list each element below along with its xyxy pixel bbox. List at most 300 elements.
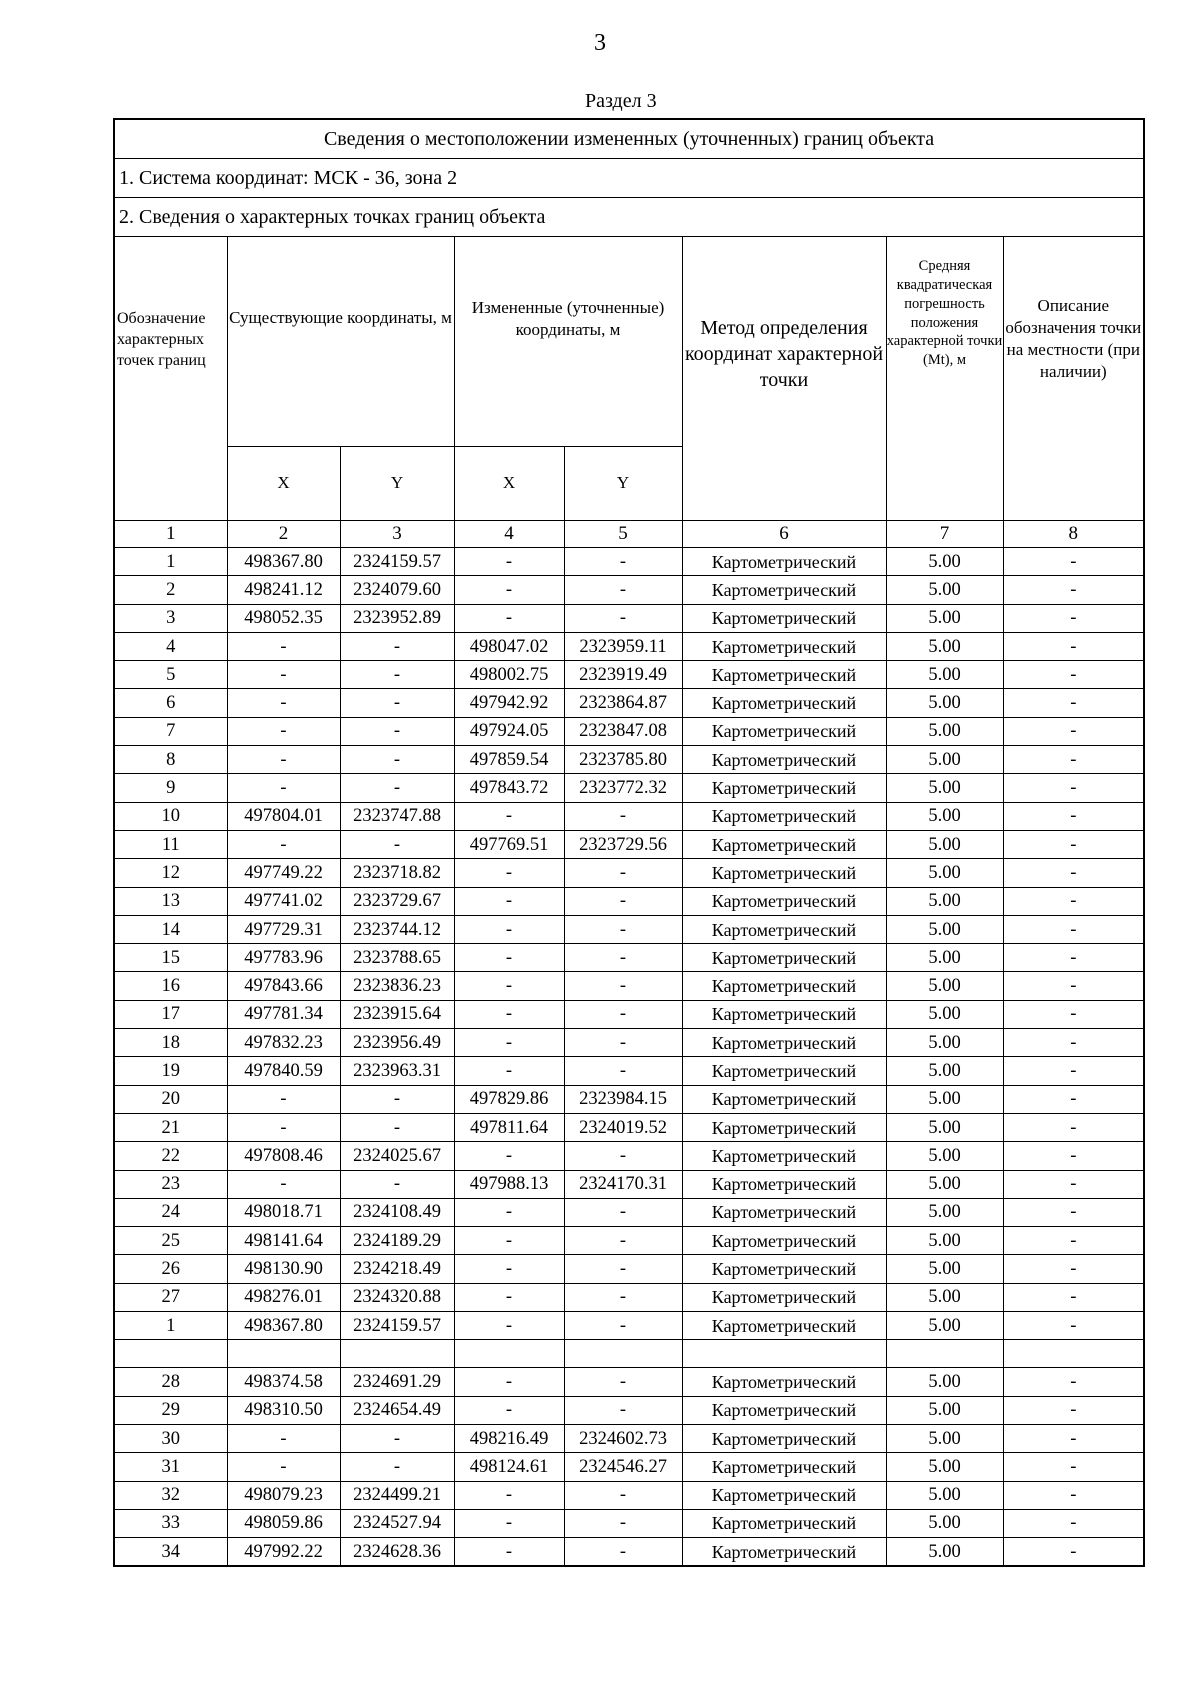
point-description: - <box>1003 548 1144 576</box>
changed-x: 497769.51 <box>454 830 564 858</box>
changed-y: 2323919.49 <box>564 661 682 689</box>
point-description: - <box>1003 1113 1144 1141</box>
point-description: - <box>1003 1255 1144 1283</box>
mean-error: 5.00 <box>886 1198 1003 1226</box>
existing-x: 498052.35 <box>227 604 340 632</box>
point-number: 1 <box>114 548 227 576</box>
existing-y: - <box>340 774 454 802</box>
existing-x: 498367.80 <box>227 548 340 576</box>
changed-y: - <box>564 1538 682 1567</box>
table-row <box>114 774 1144 802</box>
existing-x: - <box>227 1085 340 1113</box>
method: Картометрический <box>682 859 886 887</box>
changed-y: - <box>564 1227 682 1255</box>
point-description: - <box>1003 944 1144 972</box>
page-number: 3 <box>594 30 606 56</box>
point-number: 7 <box>114 717 227 745</box>
changed-x: - <box>454 972 564 1000</box>
point-description: - <box>1003 1170 1144 1198</box>
method: Картометрический <box>682 661 886 689</box>
changed-y: 2323785.80 <box>564 746 682 774</box>
mean-error: 5.00 <box>886 1538 1003 1567</box>
changed-y: - <box>564 802 682 830</box>
method: Картометрический <box>682 944 886 972</box>
existing-y: 2324218.49 <box>340 1255 454 1283</box>
changed-x: 498002.75 <box>454 661 564 689</box>
changed-x: - <box>454 1283 564 1311</box>
point-number: 33 <box>114 1509 227 1537</box>
point-number: 15 <box>114 944 227 972</box>
changed-y: - <box>564 1312 682 1340</box>
method: Картометрический <box>682 746 886 774</box>
mean-error: 5.00 <box>886 604 1003 632</box>
table-row <box>114 1113 1144 1141</box>
table-row <box>114 717 1144 745</box>
mean-error: 5.00 <box>886 1283 1003 1311</box>
existing-x: - <box>227 689 340 717</box>
point-number: 26 <box>114 1255 227 1283</box>
method: Картометрический <box>682 1312 886 1340</box>
changed-y: - <box>564 1000 682 1028</box>
contour-separator-row <box>114 1340 1144 1368</box>
point-number: 6 <box>114 689 227 717</box>
changed-y: - <box>564 1198 682 1226</box>
existing-x: - <box>227 661 340 689</box>
changed-x: 497942.92 <box>454 689 564 717</box>
table-row <box>114 802 1144 830</box>
existing-x: 498130.90 <box>227 1255 340 1283</box>
changed-x: - <box>454 1396 564 1424</box>
changed-x: - <box>454 1142 564 1170</box>
changed-x: 498047.02 <box>454 632 564 660</box>
changed-x: - <box>454 1509 564 1537</box>
changed-y: - <box>564 915 682 943</box>
table-title: Сведения о местоположении измененных (уточненных) границ объекта <box>114 119 1144 159</box>
method: Картометрический <box>682 689 886 717</box>
table-row <box>114 1283 1144 1311</box>
changed-x: - <box>454 887 564 915</box>
table-row <box>114 830 1144 858</box>
existing-y: - <box>340 1113 454 1141</box>
mean-error: 5.00 <box>886 576 1003 604</box>
changed-y: 2323772.32 <box>564 774 682 802</box>
method: Картометрический <box>682 1396 886 1424</box>
existing-x: 497840.59 <box>227 1057 340 1085</box>
point-number: 28 <box>114 1368 227 1396</box>
mean-error: 5.00 <box>886 774 1003 802</box>
table-row <box>114 1424 1144 1452</box>
mean-error: 5.00 <box>886 1170 1003 1198</box>
existing-y: 2324108.49 <box>340 1198 454 1226</box>
point-number: 23 <box>114 1170 227 1198</box>
existing-x: 498141.64 <box>227 1227 340 1255</box>
existing-x: 498059.86 <box>227 1509 340 1537</box>
table-row <box>114 1538 1144 1567</box>
existing-y: 2323956.49 <box>340 1029 454 1057</box>
changed-y: 2323847.08 <box>564 717 682 745</box>
changed-y: - <box>564 1481 682 1509</box>
changed-y: - <box>564 1057 682 1085</box>
changed-y: 2323959.11 <box>564 632 682 660</box>
changed-x: 497843.72 <box>454 774 564 802</box>
method: Картометрический <box>682 887 886 915</box>
mean-error: 5.00 <box>886 1312 1003 1340</box>
table-row <box>114 1368 1144 1396</box>
existing-x: - <box>227 1424 340 1452</box>
existing-x: 498018.71 <box>227 1198 340 1226</box>
existing-y: 2323718.82 <box>340 859 454 887</box>
changed-y: 2323729.56 <box>564 830 682 858</box>
table-row <box>114 604 1144 632</box>
point-description: - <box>1003 1368 1144 1396</box>
point-number: 22 <box>114 1142 227 1170</box>
changed-y: - <box>564 887 682 915</box>
changed-y: 2323984.15 <box>564 1085 682 1113</box>
method: Картометрический <box>682 604 886 632</box>
changed-x: - <box>454 1000 564 1028</box>
changed-y: - <box>564 1029 682 1057</box>
point-description: - <box>1003 1085 1144 1113</box>
point-description: - <box>1003 1057 1144 1085</box>
changed-x: - <box>454 1227 564 1255</box>
existing-x: 497729.31 <box>227 915 340 943</box>
point-description: - <box>1003 830 1144 858</box>
point-description: - <box>1003 746 1144 774</box>
method: Картометрический <box>682 1029 886 1057</box>
existing-x: 497749.22 <box>227 859 340 887</box>
changed-x: - <box>454 1255 564 1283</box>
changed-x: 497829.86 <box>454 1085 564 1113</box>
method: Картометрический <box>682 1538 886 1567</box>
method: Картометрический <box>682 1368 886 1396</box>
table-row <box>114 1396 1144 1424</box>
existing-y: - <box>340 1085 454 1113</box>
changed-x: - <box>454 915 564 943</box>
mean-error: 5.00 <box>886 887 1003 915</box>
table-row <box>114 1509 1144 1537</box>
mean-error: 5.00 <box>886 944 1003 972</box>
changed-y: 2324019.52 <box>564 1113 682 1141</box>
mean-error: 5.00 <box>886 1227 1003 1255</box>
existing-y: 2323729.67 <box>340 887 454 915</box>
point-number: 34 <box>114 1538 227 1567</box>
existing-x: 498310.50 <box>227 1396 340 1424</box>
mean-error: 5.00 <box>886 859 1003 887</box>
column-number: 8 <box>1003 521 1144 548</box>
table-row <box>114 944 1144 972</box>
changed-y: - <box>564 1509 682 1537</box>
existing-y: 2324189.29 <box>340 1227 454 1255</box>
existing-y: 2323788.65 <box>340 944 454 972</box>
existing-y: 2324654.49 <box>340 1396 454 1424</box>
point-description: - <box>1003 717 1144 745</box>
point-description: - <box>1003 1453 1144 1481</box>
table-row <box>114 1057 1144 1085</box>
point-description: - <box>1003 661 1144 689</box>
point-number: 31 <box>114 1453 227 1481</box>
existing-x: - <box>227 1453 340 1481</box>
changed-y: - <box>564 944 682 972</box>
method: Картометрический <box>682 1283 886 1311</box>
changed-y: 2324170.31 <box>564 1170 682 1198</box>
changed-x: 497924.05 <box>454 717 564 745</box>
table-row <box>114 1170 1144 1198</box>
existing-y: 2323952.89 <box>340 604 454 632</box>
point-number: 5 <box>114 661 227 689</box>
point-description: - <box>1003 887 1144 915</box>
point-number: 11 <box>114 830 227 858</box>
points-heading: 2. Сведения о характерных точках границ объекта <box>114 198 1144 237</box>
existing-x: 497781.34 <box>227 1000 340 1028</box>
existing-x: - <box>227 1170 340 1198</box>
point-number: 18 <box>114 1029 227 1057</box>
mean-error: 5.00 <box>886 548 1003 576</box>
changed-x: - <box>454 1057 564 1085</box>
point-number: 19 <box>114 1057 227 1085</box>
column-number: 1 <box>114 521 227 548</box>
existing-y: 2323747.88 <box>340 802 454 830</box>
changed-x: - <box>454 576 564 604</box>
existing-y: - <box>340 717 454 745</box>
point-number: 9 <box>114 774 227 802</box>
existing-y: - <box>340 830 454 858</box>
method: Картометрический <box>682 1255 886 1283</box>
method: Картометрический <box>682 576 886 604</box>
existing-x: 497832.23 <box>227 1029 340 1057</box>
changed-x: 498216.49 <box>454 1424 564 1452</box>
mean-error: 5.00 <box>886 802 1003 830</box>
table-row <box>114 972 1144 1000</box>
existing-y: 2324628.36 <box>340 1538 454 1567</box>
existing-x: 497783.96 <box>227 944 340 972</box>
table-row <box>114 1000 1144 1028</box>
mean-error: 5.00 <box>886 830 1003 858</box>
point-number: 30 <box>114 1424 227 1452</box>
existing-y: - <box>340 1453 454 1481</box>
method: Картометрический <box>682 1113 886 1141</box>
existing-y: 2324691.29 <box>340 1368 454 1396</box>
method: Картометрический <box>682 1198 886 1226</box>
header-designation: Обозначение характерных точек границ <box>114 237 227 521</box>
method: Картометрический <box>682 1227 886 1255</box>
point-description: - <box>1003 1198 1144 1226</box>
point-description: - <box>1003 1312 1144 1340</box>
header-changed-x: X <box>454 447 564 521</box>
mean-error: 5.00 <box>886 1029 1003 1057</box>
column-number: 6 <box>682 521 886 548</box>
mean-error: 5.00 <box>886 1085 1003 1113</box>
existing-y: - <box>340 661 454 689</box>
header-existing-y: Y <box>340 447 454 521</box>
table-row <box>114 548 1144 576</box>
mean-error: 5.00 <box>886 1142 1003 1170</box>
changed-x: - <box>454 1312 564 1340</box>
method: Картометрический <box>682 1424 886 1452</box>
changed-y: - <box>564 548 682 576</box>
changed-x: - <box>454 1029 564 1057</box>
existing-y: 2324025.67 <box>340 1142 454 1170</box>
changed-y: - <box>564 576 682 604</box>
column-number: 3 <box>340 521 454 548</box>
point-number: 12 <box>114 859 227 887</box>
table-row <box>114 1312 1144 1340</box>
point-description: - <box>1003 1142 1144 1170</box>
point-number: 25 <box>114 1227 227 1255</box>
changed-x: - <box>454 944 564 972</box>
table-row <box>114 1085 1144 1113</box>
existing-y: 2324499.21 <box>340 1481 454 1509</box>
point-number: 3 <box>114 604 227 632</box>
existing-x: 498367.80 <box>227 1312 340 1340</box>
changed-x: 497988.13 <box>454 1170 564 1198</box>
column-number: 4 <box>454 521 564 548</box>
existing-y: 2324527.94 <box>340 1509 454 1537</box>
table-row <box>114 1481 1144 1509</box>
boundary-points-table <box>113 118 1145 1567</box>
mean-error: 5.00 <box>886 632 1003 660</box>
existing-x: 497843.66 <box>227 972 340 1000</box>
point-number: 10 <box>114 802 227 830</box>
existing-y: 2324159.57 <box>340 1312 454 1340</box>
table-row <box>114 689 1144 717</box>
existing-x: 497992.22 <box>227 1538 340 1567</box>
point-number: 16 <box>114 972 227 1000</box>
header-existing-coords: Существующие координаты, м <box>227 237 454 447</box>
mean-error: 5.00 <box>886 661 1003 689</box>
method: Картометрический <box>682 802 886 830</box>
table-row <box>114 661 1144 689</box>
mean-error: 5.00 <box>886 689 1003 717</box>
changed-x: 497811.64 <box>454 1113 564 1141</box>
method: Картометрический <box>682 972 886 1000</box>
existing-x: - <box>227 746 340 774</box>
header-description: Описание обозначения точки на местности (при наличии) <box>1003 237 1144 521</box>
point-description: - <box>1003 604 1144 632</box>
table-row <box>114 1453 1144 1481</box>
point-description: - <box>1003 1283 1144 1311</box>
changed-x: - <box>454 1538 564 1567</box>
point-number: 20 <box>114 1085 227 1113</box>
existing-y: - <box>340 632 454 660</box>
existing-y: - <box>340 689 454 717</box>
existing-x: - <box>227 830 340 858</box>
changed-x: 497859.54 <box>454 746 564 774</box>
table-row <box>114 887 1144 915</box>
point-description: - <box>1003 972 1144 1000</box>
changed-y: 2324602.73 <box>564 1424 682 1452</box>
changed-x: - <box>454 548 564 576</box>
table-row <box>114 1255 1144 1283</box>
changed-x: - <box>454 604 564 632</box>
mean-error: 5.00 <box>886 1396 1003 1424</box>
point-description: - <box>1003 689 1144 717</box>
changed-x: - <box>454 1481 564 1509</box>
method: Картометрический <box>682 1509 886 1537</box>
existing-y: 2324079.60 <box>340 576 454 604</box>
point-number: 29 <box>114 1396 227 1424</box>
point-number: 2 <box>114 576 227 604</box>
column-number: 5 <box>564 521 682 548</box>
mean-error: 5.00 <box>886 1113 1003 1141</box>
table-row <box>114 915 1144 943</box>
changed-y: - <box>564 972 682 1000</box>
changed-y: - <box>564 1368 682 1396</box>
mean-error: 5.00 <box>886 915 1003 943</box>
existing-x: 498374.58 <box>227 1368 340 1396</box>
changed-y: 2323864.87 <box>564 689 682 717</box>
existing-y: 2323744.12 <box>340 915 454 943</box>
existing-y: 2324320.88 <box>340 1283 454 1311</box>
point-number: 13 <box>114 887 227 915</box>
column-number: 7 <box>886 521 1003 548</box>
column-number: 2 <box>227 521 340 548</box>
point-description: - <box>1003 915 1144 943</box>
mean-error: 5.00 <box>886 1424 1003 1452</box>
method: Картометрический <box>682 1170 886 1198</box>
changed-x: 498124.61 <box>454 1453 564 1481</box>
header-method: Метод определения координат характерной точки <box>682 237 886 521</box>
changed-y: - <box>564 1255 682 1283</box>
point-number: 27 <box>114 1283 227 1311</box>
existing-y: - <box>340 746 454 774</box>
point-description: - <box>1003 774 1144 802</box>
table-row <box>114 746 1144 774</box>
existing-x: 498276.01 <box>227 1283 340 1311</box>
existing-x: - <box>227 1113 340 1141</box>
point-description: - <box>1003 1396 1144 1424</box>
coordinate-system: 1. Система координат: МСК - 36, зона 2 <box>114 159 1144 198</box>
point-description: - <box>1003 1227 1144 1255</box>
header-changed-coords: Измененные (уточненные) координаты, м <box>454 237 682 447</box>
existing-x: - <box>227 774 340 802</box>
existing-x: - <box>227 632 340 660</box>
existing-y: 2323915.64 <box>340 1000 454 1028</box>
point-description: - <box>1003 1424 1144 1452</box>
method: Картометрический <box>682 1453 886 1481</box>
point-number: 4 <box>114 632 227 660</box>
method: Картометрический <box>682 830 886 858</box>
existing-x: - <box>227 717 340 745</box>
table-row <box>114 632 1144 660</box>
point-description: - <box>1003 1538 1144 1567</box>
point-number: 24 <box>114 1198 227 1226</box>
changed-x: - <box>454 1368 564 1396</box>
existing-y: - <box>340 1424 454 1452</box>
point-description: - <box>1003 1481 1144 1509</box>
point-number: 21 <box>114 1113 227 1141</box>
existing-y: - <box>340 1170 454 1198</box>
point-description: - <box>1003 1000 1144 1028</box>
existing-x: 498079.23 <box>227 1481 340 1509</box>
table-row <box>114 1029 1144 1057</box>
changed-x: - <box>454 1198 564 1226</box>
point-description: - <box>1003 632 1144 660</box>
changed-y: - <box>564 859 682 887</box>
point-number: 32 <box>114 1481 227 1509</box>
method: Картометрический <box>682 632 886 660</box>
table-row <box>114 576 1144 604</box>
existing-y: 2323963.31 <box>340 1057 454 1085</box>
point-description: - <box>1003 859 1144 887</box>
point-description: - <box>1003 576 1144 604</box>
header-changed-y: Y <box>564 447 682 521</box>
method: Картометрический <box>682 915 886 943</box>
method: Картометрический <box>682 1142 886 1170</box>
method: Картометрический <box>682 717 886 745</box>
table-row <box>114 859 1144 887</box>
existing-y: 2323836.23 <box>340 972 454 1000</box>
header-error: Средняя квадратическая погрешность положения характерной точки (Mt), м <box>886 237 1003 521</box>
